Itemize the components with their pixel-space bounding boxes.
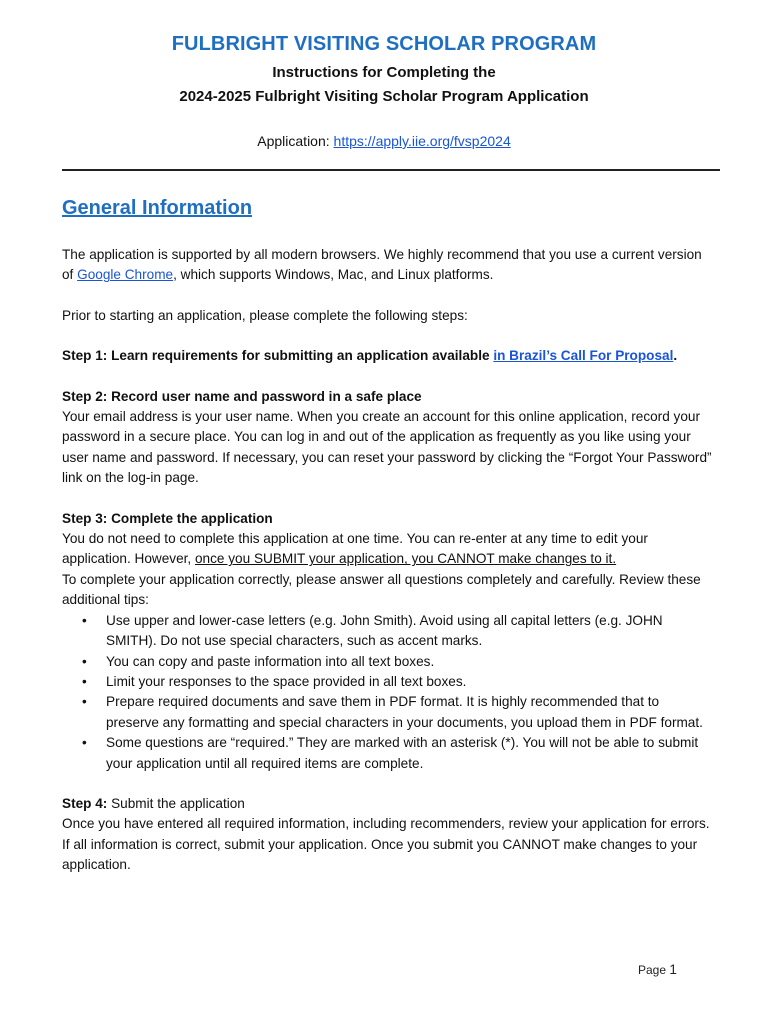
list-item: [62, 733, 712, 774]
page-number: 1: [669, 962, 677, 977]
step2-body: Your email address is your user name. When you create an account for this online application, record your password in a secure place. You can log in and out of the application as frequently as you like using your user name and password. If necessary, you can reset your password by clicking the “Forgot Your Password” link on the log-in page.: [62, 409, 712, 486]
step1-text: Step 1: Learn requirements for submitting an application available: [62, 348, 494, 364]
step4-title-text: Submit the application: [107, 795, 245, 811]
step1-paragraph: [62, 346, 712, 366]
application-label: Application:: [257, 133, 334, 149]
page-label: Page: [638, 963, 670, 977]
step3-body: [62, 529, 712, 570]
bullet-icon: •: [82, 735, 87, 751]
header-divider: [62, 169, 720, 171]
intro-paragraph: [62, 245, 712, 286]
subtitle-line-1: Instructions for Completing the: [272, 64, 496, 81]
google-chrome-link[interactable]: Google Chrome: [77, 267, 174, 283]
bullet-icon: •: [82, 612, 87, 628]
intro-text: The application is supported by all modern browsers. We highly recommend that you use a current version of: [62, 247, 702, 283]
step3-text: You do not need to complete this application at one time. You can re-enter at any time to edit your application. However,: [62, 531, 648, 567]
step3-warning: once you SUBMIT your application, you CANNOT make changes to it.: [195, 551, 617, 567]
step4-title: [62, 794, 712, 814]
application-url-link[interactable]: https://apply.iie.org/fvsp2024: [333, 133, 511, 149]
step4-label: Step 4:: [62, 795, 108, 811]
tip-text: Prepare required documents and save them in PDF format. It is highly recommended that to preserve any formatting and special characters in your documents, you upload them in PDF format.: [106, 694, 703, 730]
tip-text: You can copy and paste information into all text boxes.: [106, 653, 435, 669]
step1-end: .: [673, 348, 678, 364]
tip-text: Limit your responses to the space provided in all text boxes.: [106, 673, 467, 689]
step3-title: Step 3: Complete the application: [62, 510, 273, 526]
application-line: [0, 133, 768, 149]
step2-title: Step 2: Record user name and password in a safe place: [62, 388, 422, 404]
program-title: FULBRIGHT VISITING SCHOLAR PROGRAM: [171, 33, 597, 55]
section-heading: General Information: [62, 197, 253, 219]
section-content: [62, 245, 712, 876]
subtitle-line-2: 2024-2025 Fulbright Visiting Scholar Program Application: [179, 88, 589, 105]
step3-body-2: To complete your application correctly, please answer all questions completely and carefully. Review these additional tips:: [62, 571, 701, 608]
call-for-proposal-link[interactable]: in Brazil’s Call For Proposal: [493, 348, 674, 364]
prior-paragraph: Prior to starting an application, please complete the following steps:: [62, 307, 468, 323]
page-footer: [638, 962, 677, 977]
tips-list: [62, 611, 712, 774]
bullet-icon: •: [82, 694, 87, 710]
list-item: [62, 692, 712, 733]
tip-text: Use upper and lower-case letters (e.g. John Smith). Avoid using all capital letters (e.g. JOHN SMITH). Do not use special characters, such as accent marks.: [106, 612, 663, 649]
list-item: [62, 672, 712, 692]
list-item: [62, 652, 712, 672]
tip-text: Some questions are “required.” They are marked with an asterisk (*). You will not be able to submit your application until all required items are complete.: [106, 735, 699, 771]
bullet-icon: •: [82, 653, 87, 669]
list-item: [62, 611, 712, 652]
bullet-icon: •: [82, 673, 87, 689]
intro-text-end: , which supports Windows, Mac, and Linux platforms.: [173, 267, 494, 283]
step4-body: Once you have entered all required information, including recommenders, review your application for errors. If all information is correct, submit your application. Once you submit you CANNOT make changes to your application.: [62, 816, 710, 873]
